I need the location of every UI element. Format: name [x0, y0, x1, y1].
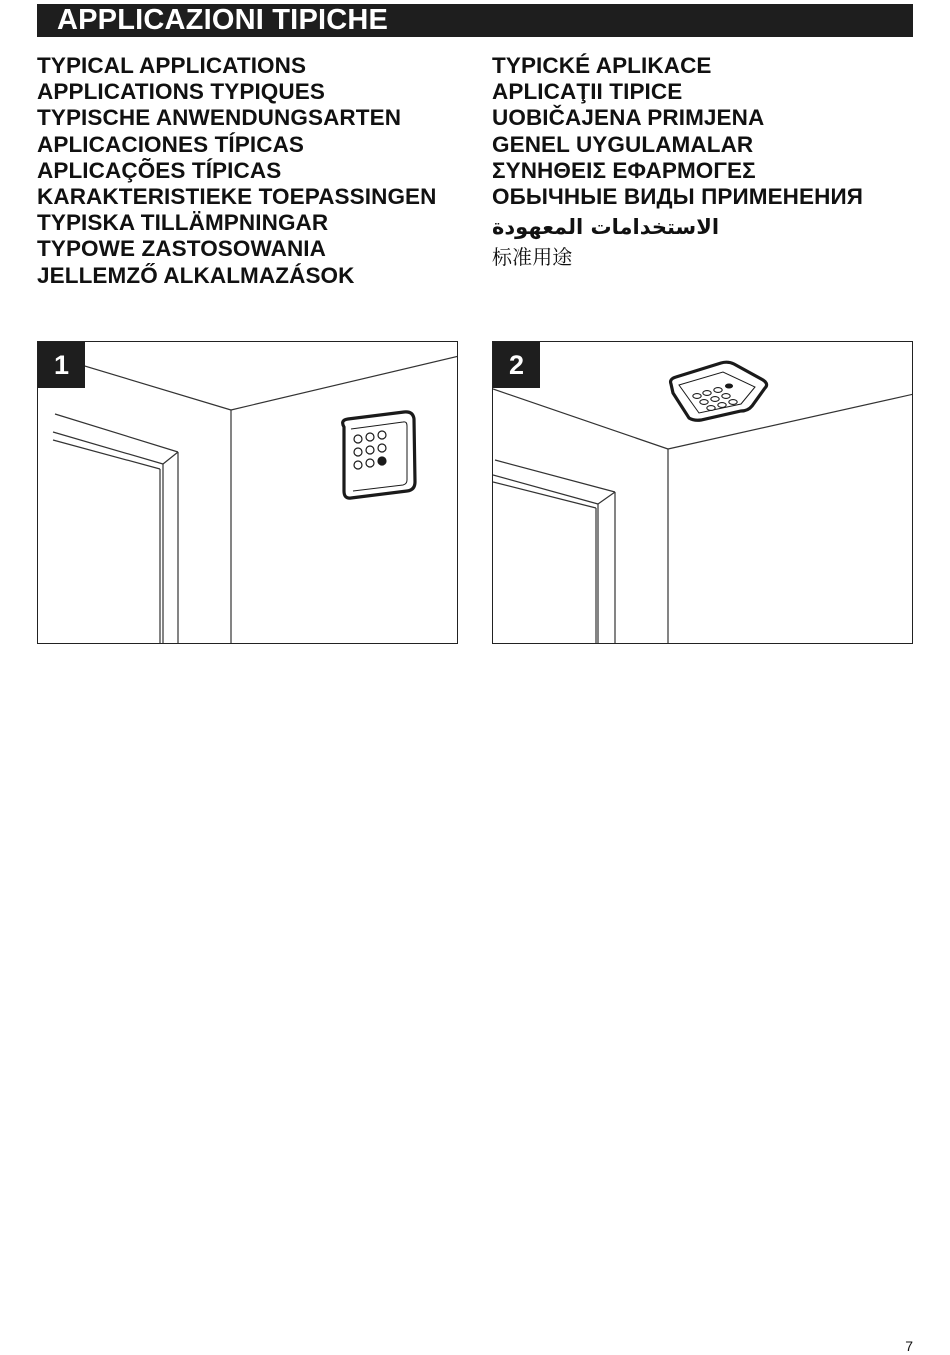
figure-wall-mounted-keypad	[37, 341, 458, 644]
keypad-icon	[343, 412, 415, 498]
ceiling-keypad-illustration	[493, 342, 913, 644]
figure-number: 1	[38, 342, 85, 388]
heading-chinese: 标准用途	[492, 245, 573, 270]
section-title: APPLICAZIONI TIPICHE	[37, 4, 913, 37]
heading-turkish: GENEL UYGULAMALAR	[492, 131, 754, 157]
heading-polish: TYPOWE ZASTOSOWANIA	[37, 236, 326, 262]
heading-translations-right	[492, 53, 863, 270]
heading-russian: ОБЫЧНЫЕ ВИДЫ ПРИМЕНЕНИЯ	[492, 183, 864, 209]
wall-keypad-illustration	[38, 342, 458, 644]
heading-translations-left	[37, 53, 437, 289]
figure-ceiling-mounted-keypad	[492, 341, 913, 644]
heading-czech: TYPICKÉ APLIKACE	[492, 53, 712, 78]
figure-number: 2	[493, 342, 540, 388]
heading-greek: ΣΥΝΗΘΕΙΣ ΕΦΑΡΜΟΓΕΣ	[492, 157, 756, 183]
heading-croatian: UOBIČAJENA PRIMJENA	[492, 105, 765, 131]
heading-german: TYPISCHE ANWENDUNGSARTEN	[37, 105, 402, 131]
heading-french: APPLICATIONS TYPIQUES	[37, 79, 325, 105]
heading-portuguese: APLICAÇÕES TÍPICAS	[37, 157, 282, 183]
keypad-icon	[671, 362, 767, 420]
page-number: 7	[905, 1338, 913, 1354]
heading-swedish: TYPISKA TILLÄMPNINGAR	[37, 210, 329, 236]
heading-spanish: APLICACIONES TÍPICAS	[37, 131, 305, 157]
heading-arabic: الاستخدامات المعهودة	[492, 215, 720, 240]
heading-dutch: KARAKTERISTIEKE TOEPASSINGEN	[37, 183, 437, 209]
heading-english: TYPICAL APPLICATIONS	[37, 53, 307, 78]
heading-romanian: APLICAŢII TIPICE	[492, 79, 683, 105]
heading-hungarian: JELLEMZŐ ALKALMAZÁSOK	[37, 262, 355, 288]
